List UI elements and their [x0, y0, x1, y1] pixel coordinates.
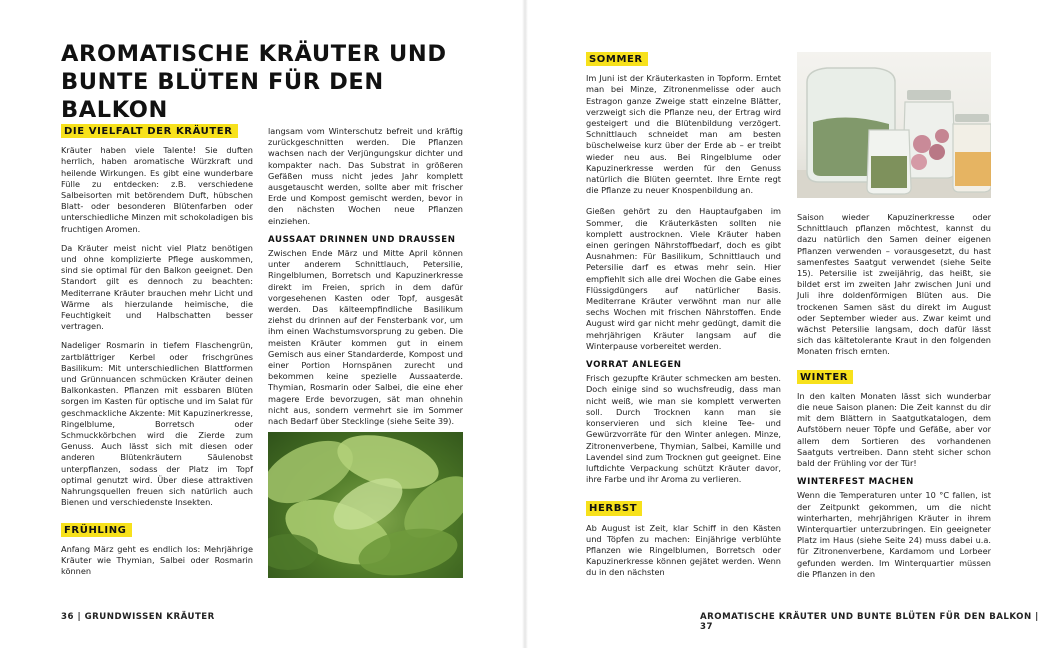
sage-leaves-image	[268, 432, 463, 578]
subheading-vorrat: VORRAT ANLEGEN	[586, 360, 682, 371]
column-1	[61, 124, 253, 585]
paragraph: Anfang März geht es endlich los: Mehrjährige Kräuter wie Thymian, Salbei oder Rosmarin können	[61, 543, 253, 577]
paragraph: Im Juni ist der Kräuterkasten in Topform. Erntet man bei Minze, Zitronenmelisse oder auch Estragon ganze Zweige statt einzelne Blätter, verzweigt sich die Pflanze neu, der Ertrag wird gesteigert und die Blütenbildung verzögert. Schnittlauch schneidet man am besten büschelweise kurz über der Erde ab – er treibt wieder neu aus. Bei Ringelblume oder Kapuzinerkresse werden für den Genuss natürlich die Blüten geerntet. Ihre Ernte regt die Pflanze zu neuer Knospenbildung an.	[586, 73, 781, 196]
paragraph: Kräuter haben viele Talente! Sie duften herrlich, haben aromatische Würzkraft und heilende Wirkungen. Es gibt eine wunderbare Fülle zu entdecken: z.B. verschiedene Salbeisorten mit betörendem Duft, hübschen Blatt- oder besonderen Blütenfarben oder unterschiedliche Minzen mit schokoladigen bis fruchtigen Aromen.	[61, 145, 253, 234]
paragraph: Saison wieder Kapuzinerkresse oder Schnittlauch pflanzen möchtest, kannst du dazu natürlich den Samen deiner eigenen Pflanzen verwenden – vorausgesetzt, du hast samenfestes Saatgut verwendet (siehe Seite 15). Petersilie ist zweijährig, das heißt, sie bildet erst im zweiten Jahr zwischen Juni und Juli ihre doldenförmigen Blüten aus. Die trockenen Samen säst du direkt im August oder September wieder aus. Zwar keimt und wächst Petersilie langsam, doch dafür lässt sich das kältetolerante Kraut in den folgenden Monaten frisch ernten.	[797, 212, 991, 357]
page-number-right: 37	[700, 622, 713, 632]
column-3	[586, 52, 781, 587]
paragraph: Gießen gehört zu den Hauptaufgaben im Sommer, die Kräuterkästen sollten nie komplett austrocknen. Viele Kräuter haben einen geringen Nährstoffbedarf, doch es gibt Ausnahmen: Für Basilikum, Schnittlauch und Petersilie darf es etwas mehr sein. Hier empfiehlt sich alle drei Wochen die Gabe eines Flüssigdüngers auf natürlicher Basis. Mediterrane Kräuter verwöhnt man nur alle sechs Wochen mit frischen Nährstoffen. Ende August wird gar nicht mehr gedüngt, damit die mehrjährigen Kräuter langsam auf die Winterpause vorbereitet werden.	[586, 206, 781, 351]
heading-sommer: SOMMER	[586, 52, 648, 66]
sage-photo	[268, 432, 463, 578]
paragraph: langsam vom Winterschutz befreit und kräftig zurückgeschnitten werden. Die Pflanzen wachsen nach der Verjüngungskur dichter und kompakter nach. Das Substrat in größeren Gefäßen muss nicht jedes Jahr komplett ausgetauscht werden, sollte aber mit frischer Erde und Kompost gemischt werden, bevor in den nächsten Wochen neue Pflanzen einziehen.	[268, 126, 463, 226]
heading-vielfalt: DIE VIELFALT DER KRÄUTER	[61, 124, 238, 138]
paragraph: Frisch gezupfte Kräuter schmecken am besten. Doch einige sind so wuchsfreudig, dass man nicht weiß, wie man sie komplett verwerten soll. Durch Trocknen kann man sie konservieren und sich kleine Tee- und Gewürzvorräte für den Winter anlegen. Minze, Zitronenverbene, Thymian, Salbei, Kamille und Lavendel sind zum Trocknen gut geeignet. Eine luftdichte Verpackung schützt Kräuter davor, ihre Farbe und ihr Aroma zu verlieren.	[586, 373, 781, 485]
paragraph: Nadeliger Rosmarin in tiefem Flaschengrün, zartblättriger Kerbel oder frischgrünes Basilikum: Mit unterschiedlichen Blattformen und Grünnuancen schmücken Kräuter deinen Balkonkasten. Pflanzen mit essbaren Blüten sorgen im Kasten für optische und im Salat für geschmackliche Akzente: Mit Kapuzinerkresse, Ringelblume, Borretsch oder Schmuckkörbchen wird die Zierde zum Genuss. Auch lässt sich mit diesen oder anderen Blütenkräutern Säulenobst unterpflanzen, sodass der Platz im Topf optimal genutzt wird. Über diese attraktiven Nahrungsquellen freuen sich natürlich auch Bienen und verschiedenste Insekten.	[61, 340, 253, 508]
paragraph: In den kalten Monaten lässt sich wunderbar die neue Saison planen: Die Zeit kannst du dir mit dem Blättern in Saatgutkatalogen, dem Aufstöbern neuer Töpfe und Gefäße, aber vor allem dem Sortieren des vorhandenen Saatguts vertreiben. Dann steht sicher schon bald der Frühling vor der Tür!	[797, 390, 991, 469]
running-head-right: AROMATISCHE KRÄUTER UND BUNTE BLÜTEN FÜR DEN BALKON	[700, 612, 1032, 622]
column-4	[797, 212, 991, 588]
column-2	[268, 126, 463, 435]
footer-separator: |	[1035, 612, 1039, 622]
paragraph: Ab August ist Zeit, klar Schiff in den Kästen und Töpfen zu machen: Einjährige verblühte Pflanzen wie Ringelblumen, Borretsch oder Kapuzinerkresse können gejätet werden. Wenn du in den nächsten	[586, 522, 781, 578]
paragraph: Da Kräuter meist nicht viel Platz benötigen und ohne komplizierte Pflege auskommen, sind sie optimal für den Balkon geeignet. Den Standort gilt es dennoch zu beachten: Mediterrane Kräuter brauchen mehr Licht und Wärme als hierzulande heimische, die Feuchtigkeit und Halbschatten besser vertragen.	[61, 242, 253, 332]
footer-right	[700, 612, 1049, 632]
page-number-left: 36	[61, 612, 74, 622]
running-head-left: GRUNDWISSEN KRÄUTER	[84, 612, 215, 622]
herb-jars-image	[797, 52, 991, 198]
paragraph: Zwischen Ende März und Mitte April können unter anderem Schnittlauch, Petersilie, Ringelblumen, Borretsch und Kapuzinerkresse direkt im Freien, sprich in dem dafür vorgesehenen Kasten oder Topf, ausgesät werden. Das kälteempfindliche Basilikum ziehst du drinnen auf der Fensterbank vor, um ihm einen Wachstumsvorsprung zu geben. Die meisten Kräuter kommen gut in einem Gemisch aus einer Standarderde, Kompost und einer Portion Hornspänen zurecht und bekommen keine spezielle Aussaaterde. Thymian, Rosmarin oder Salbei, die eine eher magere Erde bevorzugen, sät man ohnehin nicht aus, sondern vermehrt sie im Sommer nach Bedarf über Stecklinge (siehe Seite 39).	[268, 248, 463, 427]
heading-fruehling: FRÜHLING	[61, 523, 132, 537]
page-title: AROMATISCHE KRÄUTER UND BUNTE BLÜTEN FÜR DEN BALKON	[61, 41, 447, 123]
jars-photo	[797, 52, 991, 198]
book-gutter	[522, 0, 528, 648]
footer-left	[61, 612, 215, 622]
footer-separator: |	[77, 612, 82, 622]
heading-winter: WINTER	[797, 370, 853, 384]
subheading-winterfest: WINTERFEST MACHEN	[797, 477, 914, 488]
subheading-aussaat: AUSSAAT DRINNEN UND DRAUSSEN	[268, 234, 456, 245]
heading-herbst: HERBST	[586, 501, 642, 515]
paragraph: Wenn die Temperaturen unter 10 °C fallen, ist der Zeitpunkt gekommen, um die nicht winterharten, mehrjährigen Kräuter in ihrem Winterquartier unterzubringen. Ein geeigneter Platz im Haus (siehe Seite 24) muss dabei u.a. für Zitronenverbene, Kardamom und Lorbeer gefunden werden. Im Winterquartier müssen die Pflanzen in den	[797, 490, 991, 579]
